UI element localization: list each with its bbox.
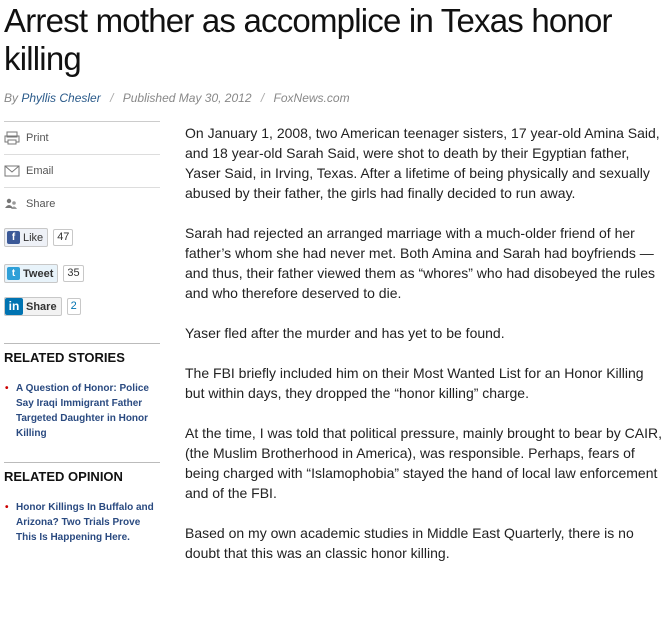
tweet-button[interactable]	[4, 264, 58, 283]
article-body	[185, 123, 663, 583]
article-paragraph: Sarah had rejected an arranged marriage with a much-older friend of her father’s whom she had never met. Both Amina and Sarah had boyfriends —and thus, their father viewed them as “whores” who had disobeyed the rules and who therefore deserved to die.	[185, 225, 656, 301]
related-opinion-link[interactable]	[4, 500, 160, 545]
linkedin-icon: in	[5, 298, 23, 315]
twitter-bird-icon: t	[7, 267, 20, 280]
published-date: Published May 30, 2012	[122, 91, 252, 105]
byline-separator: /	[110, 91, 114, 105]
print-icon	[4, 131, 20, 145]
byline	[4, 91, 654, 105]
share-button[interactable]	[4, 188, 160, 220]
print-button[interactable]	[4, 121, 160, 155]
bullet-icon: •	[5, 502, 9, 513]
facebook-like-button[interactable]	[4, 228, 48, 247]
facebook-icon: f	[7, 231, 20, 244]
article-paragraph: The FBI briefly included him on their Most Wanted List for an Honor Killing but within days, they dropped the “honor killing” charge.	[185, 365, 644, 401]
linkedin-share-label: Share	[26, 300, 57, 313]
related-opinion-title: RELATED OPINION	[4, 462, 160, 484]
article-paragraph: At the time, I was told that political pressure, mainly brought to bear by CAIR, (the Muslim Brotherhood in America), was responsible. Perhaps, fears of being charged with “Islamophobia” stayed the hand of local law enforcement and of the FBI.	[185, 425, 662, 501]
twitter-tweet	[4, 264, 84, 283]
tweet-label: Tweet	[23, 267, 54, 280]
people-icon	[4, 197, 20, 211]
bullet-icon: •	[5, 383, 9, 394]
headline: Arrest mother as accomplice in Texas honor killing	[4, 2, 612, 77]
facebook-like-count: 47	[53, 229, 73, 246]
related-opinion-list	[4, 500, 160, 545]
article-paragraph: On January 1, 2008, two American teenager sisters, 17 year-old Amina Said, and 18 year-old Sarah Said, were shot to death by their Egyptian father, Yaser Said, in Irving, Texas. After a lifetime of being physically and sexually abused by their father, the girls had finally decided to run away.	[185, 125, 660, 201]
envelope-icon	[4, 164, 20, 178]
linkedin-share-count: 2	[67, 298, 81, 315]
byline-prefix: By	[4, 91, 19, 105]
related-stories-list	[4, 381, 160, 441]
facebook-like	[4, 228, 73, 247]
linkedin-share-button[interactable]	[4, 297, 62, 316]
article-tools	[4, 121, 160, 220]
article-paragraph: Yaser fled after the murder and has yet to be found.	[185, 325, 505, 341]
email-button[interactable]	[4, 155, 160, 188]
email-label: Email	[26, 165, 54, 177]
article-paragraph: Based on my own academic studies in Middle East Quarterly, there is no doubt that this was an classic honor killing.	[185, 525, 634, 561]
print-label: Print	[26, 132, 49, 144]
byline-separator: /	[260, 91, 265, 105]
related-story-title: A Question of Honor: Police Say Iraqi Immigrant Father Targeted Daughter in Honor Killing	[16, 383, 149, 439]
share-label: Share	[26, 198, 56, 210]
facebook-like-label: Like	[23, 231, 44, 244]
related-story-link[interactable]	[4, 381, 160, 441]
related-stories-title: RELATED STORIES	[4, 343, 160, 365]
related-opinion-item-title: Honor Killings In Buffalo and Arizona? Two Trials Prove This Is Happening Here.	[16, 502, 154, 543]
author-link[interactable]: Phyllis Chesler	[21, 91, 101, 105]
tweet-count: 35	[63, 265, 83, 282]
source-name: FoxNews.com	[273, 91, 350, 105]
linkedin-share	[4, 297, 81, 316]
